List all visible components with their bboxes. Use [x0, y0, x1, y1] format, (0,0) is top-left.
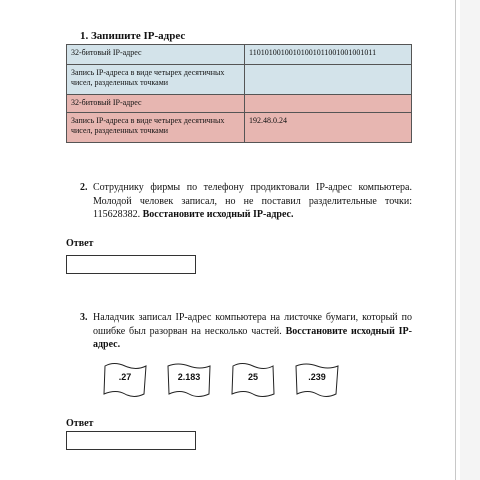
q2-body: Сотруднику фирмы по телефону продиктовали IP-адрес компьютера. Молодой человек записал, но не поставил разделительные точки: 115628382. — [93, 182, 412, 221]
answer-label-2: Ответ — [66, 418, 94, 429]
table-cell-value: 192.48.0.24 — [245, 113, 412, 143]
q2-text — [93, 181, 412, 222]
q1-title-text: Запишите IP-адрес — [91, 30, 186, 42]
table-row — [67, 95, 412, 113]
answer-field-2[interactable] — [66, 431, 196, 450]
fragment-text: 2.183 — [177, 372, 201, 382]
q3-block — [80, 311, 412, 352]
q1-number: 1. — [80, 30, 89, 42]
table-row — [67, 113, 412, 143]
table-row — [67, 45, 412, 65]
answer-label-1: Ответ — [66, 238, 94, 249]
page-edge-line — [455, 0, 456, 480]
table-cell-label: Запись IP-адреса в виде четырех десятичных чисел, разделенных точками — [67, 65, 245, 95]
fragment-text: .27 — [118, 372, 132, 382]
fragment-text: .239 — [308, 372, 326, 382]
fragment-text: 25 — [247, 372, 258, 382]
table-cell-value — [245, 95, 412, 113]
answer-field-1[interactable] — [66, 255, 196, 274]
paper-fragment — [164, 360, 214, 400]
paper-fragment — [228, 360, 278, 400]
table-row — [67, 65, 412, 95]
table-cell-label: 32-битовый IP-адрес — [67, 95, 245, 113]
page-right-margin — [460, 0, 480, 480]
q2-number: 2. — [80, 182, 88, 193]
table-cell-label: Запись IP-адреса в виде четырех десятичных чисел, разделенных точками — [67, 113, 245, 143]
paper-fragment — [100, 360, 150, 400]
paper-fragments — [100, 360, 340, 400]
q3-text — [93, 311, 412, 352]
q3-number: 3. — [80, 312, 88, 323]
q2-block — [80, 181, 412, 222]
table-cell-value — [245, 65, 412, 95]
paper-fragment — [292, 360, 342, 400]
q1-title — [80, 30, 185, 42]
ip-table — [66, 44, 412, 143]
q3-instruction: Восстановите исходный IP-адрес. — [93, 325, 412, 351]
q2-instruction: Восстановите исходный IP-адрес. — [142, 209, 294, 221]
table-cell-value: 11010100100101001011001001001011 — [245, 45, 412, 65]
table-cell-label: 32-битовый IP-адрес — [67, 45, 245, 65]
q3-body: Наладчик записал IP-адрес компьютера на листочке бумаги, который по ошибке был разорван на несколько частей. — [93, 312, 412, 337]
